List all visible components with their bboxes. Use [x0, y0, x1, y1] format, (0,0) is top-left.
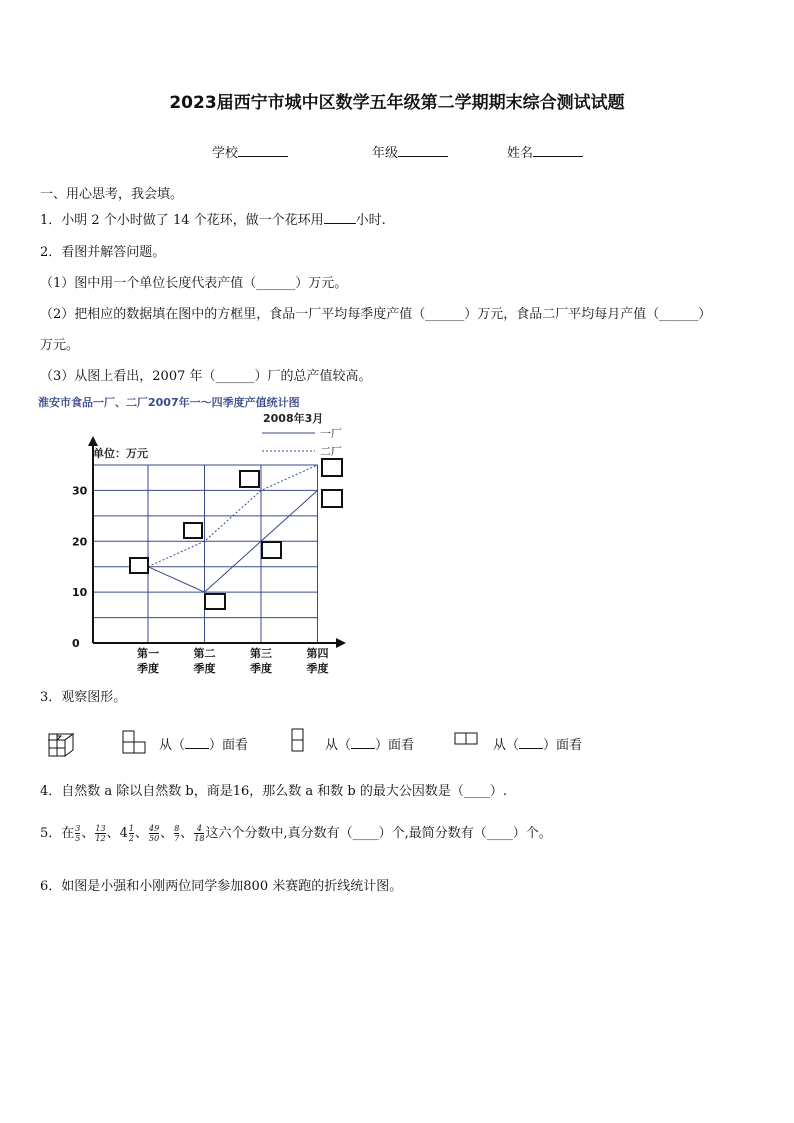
- x-tick-label: 第四: [306, 647, 329, 660]
- legend-label-factory-1: 一厂: [320, 427, 342, 440]
- q1-text: 1．小明 2 个小时做了 14 个花环，做一个花环用: [40, 213, 324, 228]
- q5-lead: 5．在: [40, 826, 75, 841]
- name-blank: [533, 144, 583, 157]
- chart-subtitle: 2008年3月: [263, 412, 324, 425]
- x-tick-label: 第三: [250, 647, 272, 660]
- fraction-separator: 、: [180, 826, 194, 841]
- q1-tail: 小时.: [355, 213, 386, 228]
- fraction-numerator: 13: [95, 824, 106, 833]
- answer-box[interactable]: [322, 459, 342, 476]
- view-horizontal-icon: [453, 731, 481, 747]
- chart-unit-label: 单位：万元: [93, 447, 148, 460]
- fraction-separator: 、: [81, 826, 95, 841]
- x-tick-label: 季度: [306, 662, 329, 675]
- cube-stack-icon: [44, 726, 80, 758]
- y-tick-label: 0: [72, 637, 80, 650]
- fraction-separator: 、: [106, 826, 120, 841]
- x-axis-arrow: [336, 638, 346, 648]
- fraction-denominator: 18: [194, 834, 205, 843]
- view-vertical-icon: [290, 727, 306, 753]
- fraction-denominator: 7: [174, 834, 180, 843]
- x-tick-label: 季度: [137, 662, 159, 675]
- answer-box[interactable]: [322, 490, 342, 507]
- x-tick-label: 第二: [193, 647, 216, 660]
- view-label-3: 从（ ）面看: [493, 738, 583, 753]
- answer-box[interactable]: [240, 471, 259, 487]
- question-2-sub1: （1）图中用一个单位长度代表产值（______）万元。: [40, 276, 348, 291]
- chart-series: [148, 465, 318, 592]
- fraction-numerator: 49: [148, 824, 160, 833]
- fraction-numerator: 8: [174, 824, 180, 833]
- section-heading: 一、用心思考，我会填。: [40, 187, 184, 202]
- x-tick-label: 季度: [250, 662, 272, 675]
- answer-box[interactable]: [130, 558, 148, 573]
- q5-tail: 这六个分数中,真分数有（____）个,最简分数有（____）个。: [205, 826, 552, 841]
- x-tick-label: 季度: [193, 662, 216, 675]
- school-field: [212, 142, 288, 161]
- y-axis-arrow: [88, 436, 98, 446]
- fraction-denominator: 50: [148, 834, 160, 843]
- question-2-sub2: （2）把相应的数据填在图中的方框里，食品一厂平均每季度产值（______）万元，食品二厂平均每月产值（______）: [40, 307, 712, 322]
- y-tick-label: 30: [72, 484, 88, 498]
- y-tick-label: 10: [72, 586, 88, 600]
- answer-box[interactable]: [184, 523, 202, 538]
- view-l-shape-icon: [121, 729, 149, 755]
- line-chart: [0, 388, 420, 683]
- chart-title: 淮安市食品一厂、二厂2007年一～四季度产值统计图: [38, 396, 300, 409]
- question-1: [40, 209, 386, 228]
- name-label: 姓名: [507, 146, 534, 161]
- fraction-list: [74, 826, 205, 841]
- chart-axes: [88, 436, 346, 648]
- grade-blank: [398, 144, 448, 157]
- question-4: 4．自然数 a 除以自然数 b，商是16，那么数 a 和数 b 的最大公因数是（____）.: [40, 784, 508, 799]
- fraction-denominator: 2: [128, 834, 134, 843]
- q1-blank: [324, 211, 356, 224]
- question-2: 2．看图并解答问题。: [40, 245, 166, 260]
- school-label: 学校: [212, 146, 239, 161]
- x-tick-label: 第一: [137, 647, 159, 660]
- fraction: [194, 824, 204, 843]
- fraction-denominator: 5: [75, 834, 81, 843]
- fraction-denominator: 12: [95, 834, 106, 843]
- fraction-separator: 、: [134, 826, 148, 841]
- name-field: [507, 142, 583, 161]
- answer-box[interactable]: [205, 594, 225, 609]
- fraction: [129, 824, 134, 843]
- question-3: 3．观察图形。: [40, 690, 127, 705]
- y-tick-label: 20: [72, 535, 88, 549]
- question-6: 6．如图是小强和小刚两位同学参加800 米赛跑的折线统计图。: [40, 879, 403, 894]
- question-5: [40, 822, 552, 843]
- legend-label-factory-2: 二厂: [320, 445, 342, 458]
- grade-field: [372, 142, 448, 161]
- answer-boxes: [130, 459, 342, 609]
- chart-grid: [93, 465, 318, 643]
- view-label-2: 从（ ）面看: [325, 738, 415, 753]
- page-title: 2023届西宁市城中区数学五年级第二学期期末综合测试试题: [169, 93, 625, 113]
- question-2-sub3: （3）从图上看出，2007 年（______）厂的总产值较高。: [40, 369, 372, 384]
- view-label-1: 从（ ）面看: [159, 738, 249, 753]
- grade-label: 年级: [372, 146, 399, 161]
- fraction-separator: 、: [160, 826, 174, 841]
- fraction: [95, 824, 105, 843]
- school-blank: [238, 144, 288, 157]
- fraction: [75, 824, 80, 843]
- fraction: [174, 824, 179, 843]
- fraction-numerator: 4: [194, 824, 204, 834]
- chart-x-ticks: [137, 646, 329, 675]
- mixed-number-whole: 4: [119, 826, 128, 841]
- fraction: [149, 824, 159, 843]
- question-2-sub2-cont: 万元。: [40, 338, 80, 353]
- answer-box[interactable]: [262, 542, 281, 558]
- fraction-numerator: 1: [128, 824, 134, 833]
- chart-y-ticks: [72, 484, 88, 650]
- fraction-numerator: 3: [75, 824, 81, 833]
